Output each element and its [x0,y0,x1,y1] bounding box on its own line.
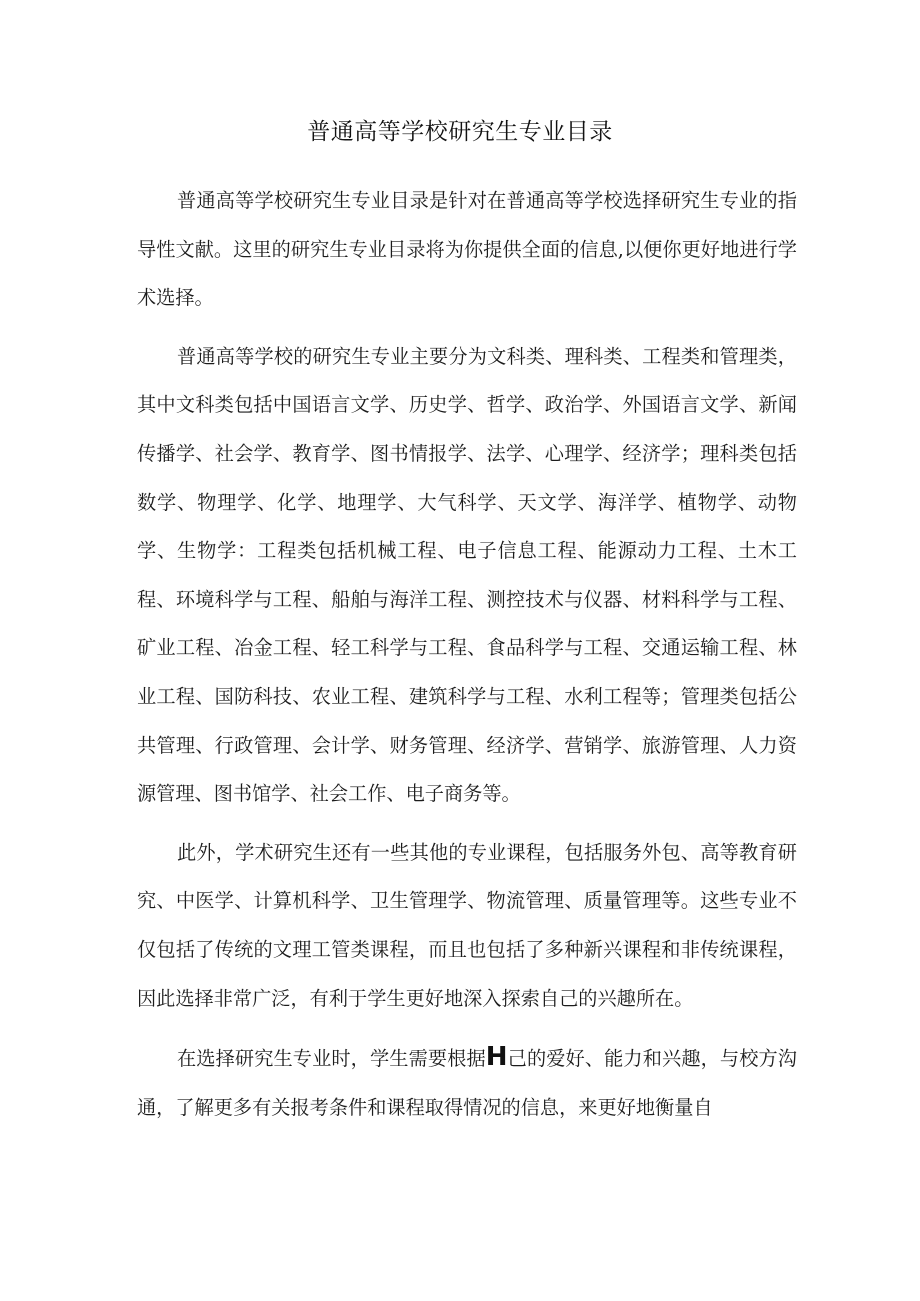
paragraph-choosing-end: 己的爱好、能力和兴趣，与校方沟通，了解更多有关报考条件和课程取得情况的信息，来更好地衡量自 [137,1047,797,1119]
paragraph-choosing-start: 在选择研究生专业时，学生需要根据 [177,1047,486,1071]
document-title: 普通高等学校研究生专业目录 [307,119,613,145]
paragraph-intro: 普通高等学校研究生专业目录是针对在普通高等学校选择研究生专业的指导性文献。这里的研究生专业目录将为你提供全面的信息,以便你更好地进行学术选择。 [137,189,797,310]
paragraph-choosing [137,1033,797,1132]
paragraph-other-courses: 此外，学术研究生还有一些其他的专业课程，包括服务外包、高等教育研究、中医学、计算机科学、卫生管理学、物流管理、质量管理等。这些专业不仅包括了传统的文理工管类课程，而且也包括了多种新兴课程和非传统课程，因此选择非常广泛，有利于学生更好地深入探索自己的兴趣所在。 [137,840,797,1010]
ocr-glyph: H [485,1042,508,1073]
document-body [137,177,797,1142]
paragraph-categories: 普通高等学校的研究生专业主要分为文科类、理科类、工程类和管理类，其中文科类包括中国语言文学、历史学、哲学、政治学、外国语言文学、新闻传播学、社会学、教育学、图书情报学、法学、心理学、经济学；理科类包括数学、物理学、化学、地理学、大气科学、天文学、海洋学、植物学、动物学、生物学：工程类包括机械工程、电子信息工程、能源动力工程、土木工程、环境科学与工程、船舶与海洋工程、测控技术与仪器、材料科学与工程、矿业工程、冶金工程、轻工科学与工程、食品科学与工程、交通运输工程、林业工程、国防科技、农业工程、建筑科学与工程、水利工程等；管理类包括公共管理、行政管理、会计学、财务管理、经济学、营销学、旅游管理、人力资源管理、图书馆学、社会工作、电子商务等。 [137,344,797,806]
